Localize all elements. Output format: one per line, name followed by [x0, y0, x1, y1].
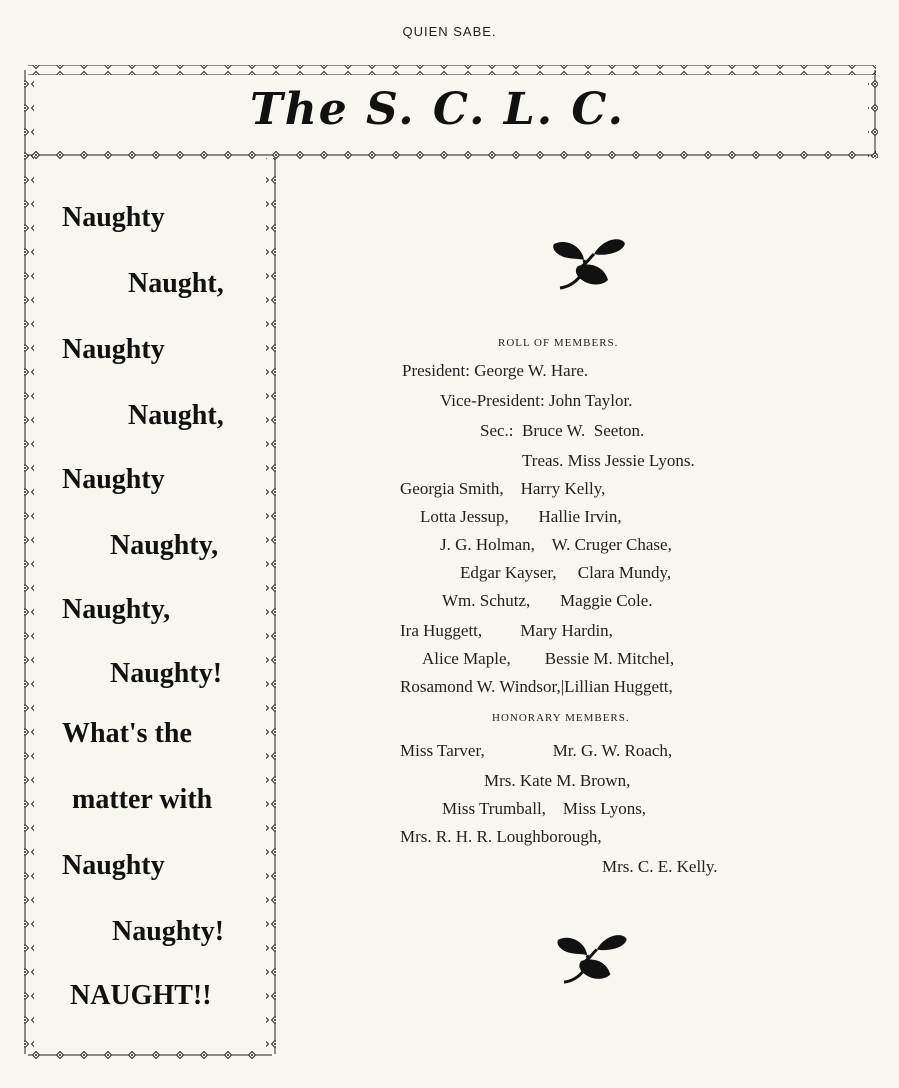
- cheer-line: matter with: [72, 784, 213, 815]
- honorary-line: Mrs. R. H. R. Loughborough,: [400, 827, 602, 846]
- honorary-line: Miss Tarver, Mr. G. W. Roach,: [400, 741, 673, 760]
- running-header: QUIEN SABE.: [402, 24, 497, 39]
- roll-line: Rosamond W. Windsor,|Lillian Huggett,: [400, 677, 673, 696]
- cheer-line: Naughty: [62, 334, 165, 365]
- roll-line: Ira Huggett, Mary Hardin,: [400, 621, 613, 640]
- cheer-line: Naught,: [128, 400, 224, 431]
- page-title: The S. C. L. C.: [250, 84, 625, 135]
- border-right: [868, 70, 878, 158]
- cheer-line: Naughty: [62, 464, 165, 495]
- honorary-line: Mrs. C. E. Kelly.: [602, 857, 718, 876]
- roll-line: J. G. Holman, W. Cruger Chase,: [440, 535, 672, 554]
- cheer-line: Naughty: [62, 850, 165, 881]
- roll-line: Sec.: Bruce W. Seeton.: [480, 421, 645, 440]
- roll-line: Wm. Schutz, Maggie Cole.: [442, 591, 653, 610]
- border-bottom: [28, 1049, 272, 1059]
- cheer-line: What's the: [62, 718, 192, 749]
- roll-line: Georgia Smith, Harry Kelly,: [400, 479, 606, 498]
- border-column-right: [266, 158, 276, 1054]
- cheer-line: NAUGHT!!: [70, 980, 212, 1011]
- roll-line: Vice-President: John Taylor.: [440, 391, 633, 410]
- roll-line: Edgar Kayser, Clara Mundy,: [460, 563, 672, 582]
- cheer-line: Naughty!: [110, 658, 223, 689]
- border-title-bottom: [28, 151, 876, 161]
- cheer-line: Naughty: [62, 202, 165, 233]
- cheer-line: Naught,: [128, 268, 224, 299]
- leaf-ornament-icon: [552, 932, 632, 988]
- leaf-ornament-icon: [548, 236, 630, 294]
- roll-line: Alice Maple, Bessie M. Mitchel,: [422, 649, 675, 668]
- cheer-line: Naughty!: [112, 916, 225, 947]
- honorary-heading: HONORARY MEMBERS.: [492, 712, 630, 724]
- roll-heading: ROLL OF MEMBERS.: [498, 337, 619, 349]
- honorary-line: Miss Trumball, Miss Lyons,: [442, 799, 647, 818]
- roll-line: Lotta Jessup, Hallie Irvin,: [420, 507, 622, 526]
- honorary-line: Mrs. Kate M. Brown,: [484, 771, 631, 790]
- roll-line: President: George W. Hare.: [402, 361, 589, 380]
- roll-line: Treas. Miss Jessie Lyons.: [522, 451, 695, 470]
- cheer-line: Naughty,: [62, 594, 171, 625]
- border-top: [28, 65, 876, 75]
- cheer-line: Naughty,: [110, 530, 219, 561]
- border-left: [24, 70, 34, 1054]
